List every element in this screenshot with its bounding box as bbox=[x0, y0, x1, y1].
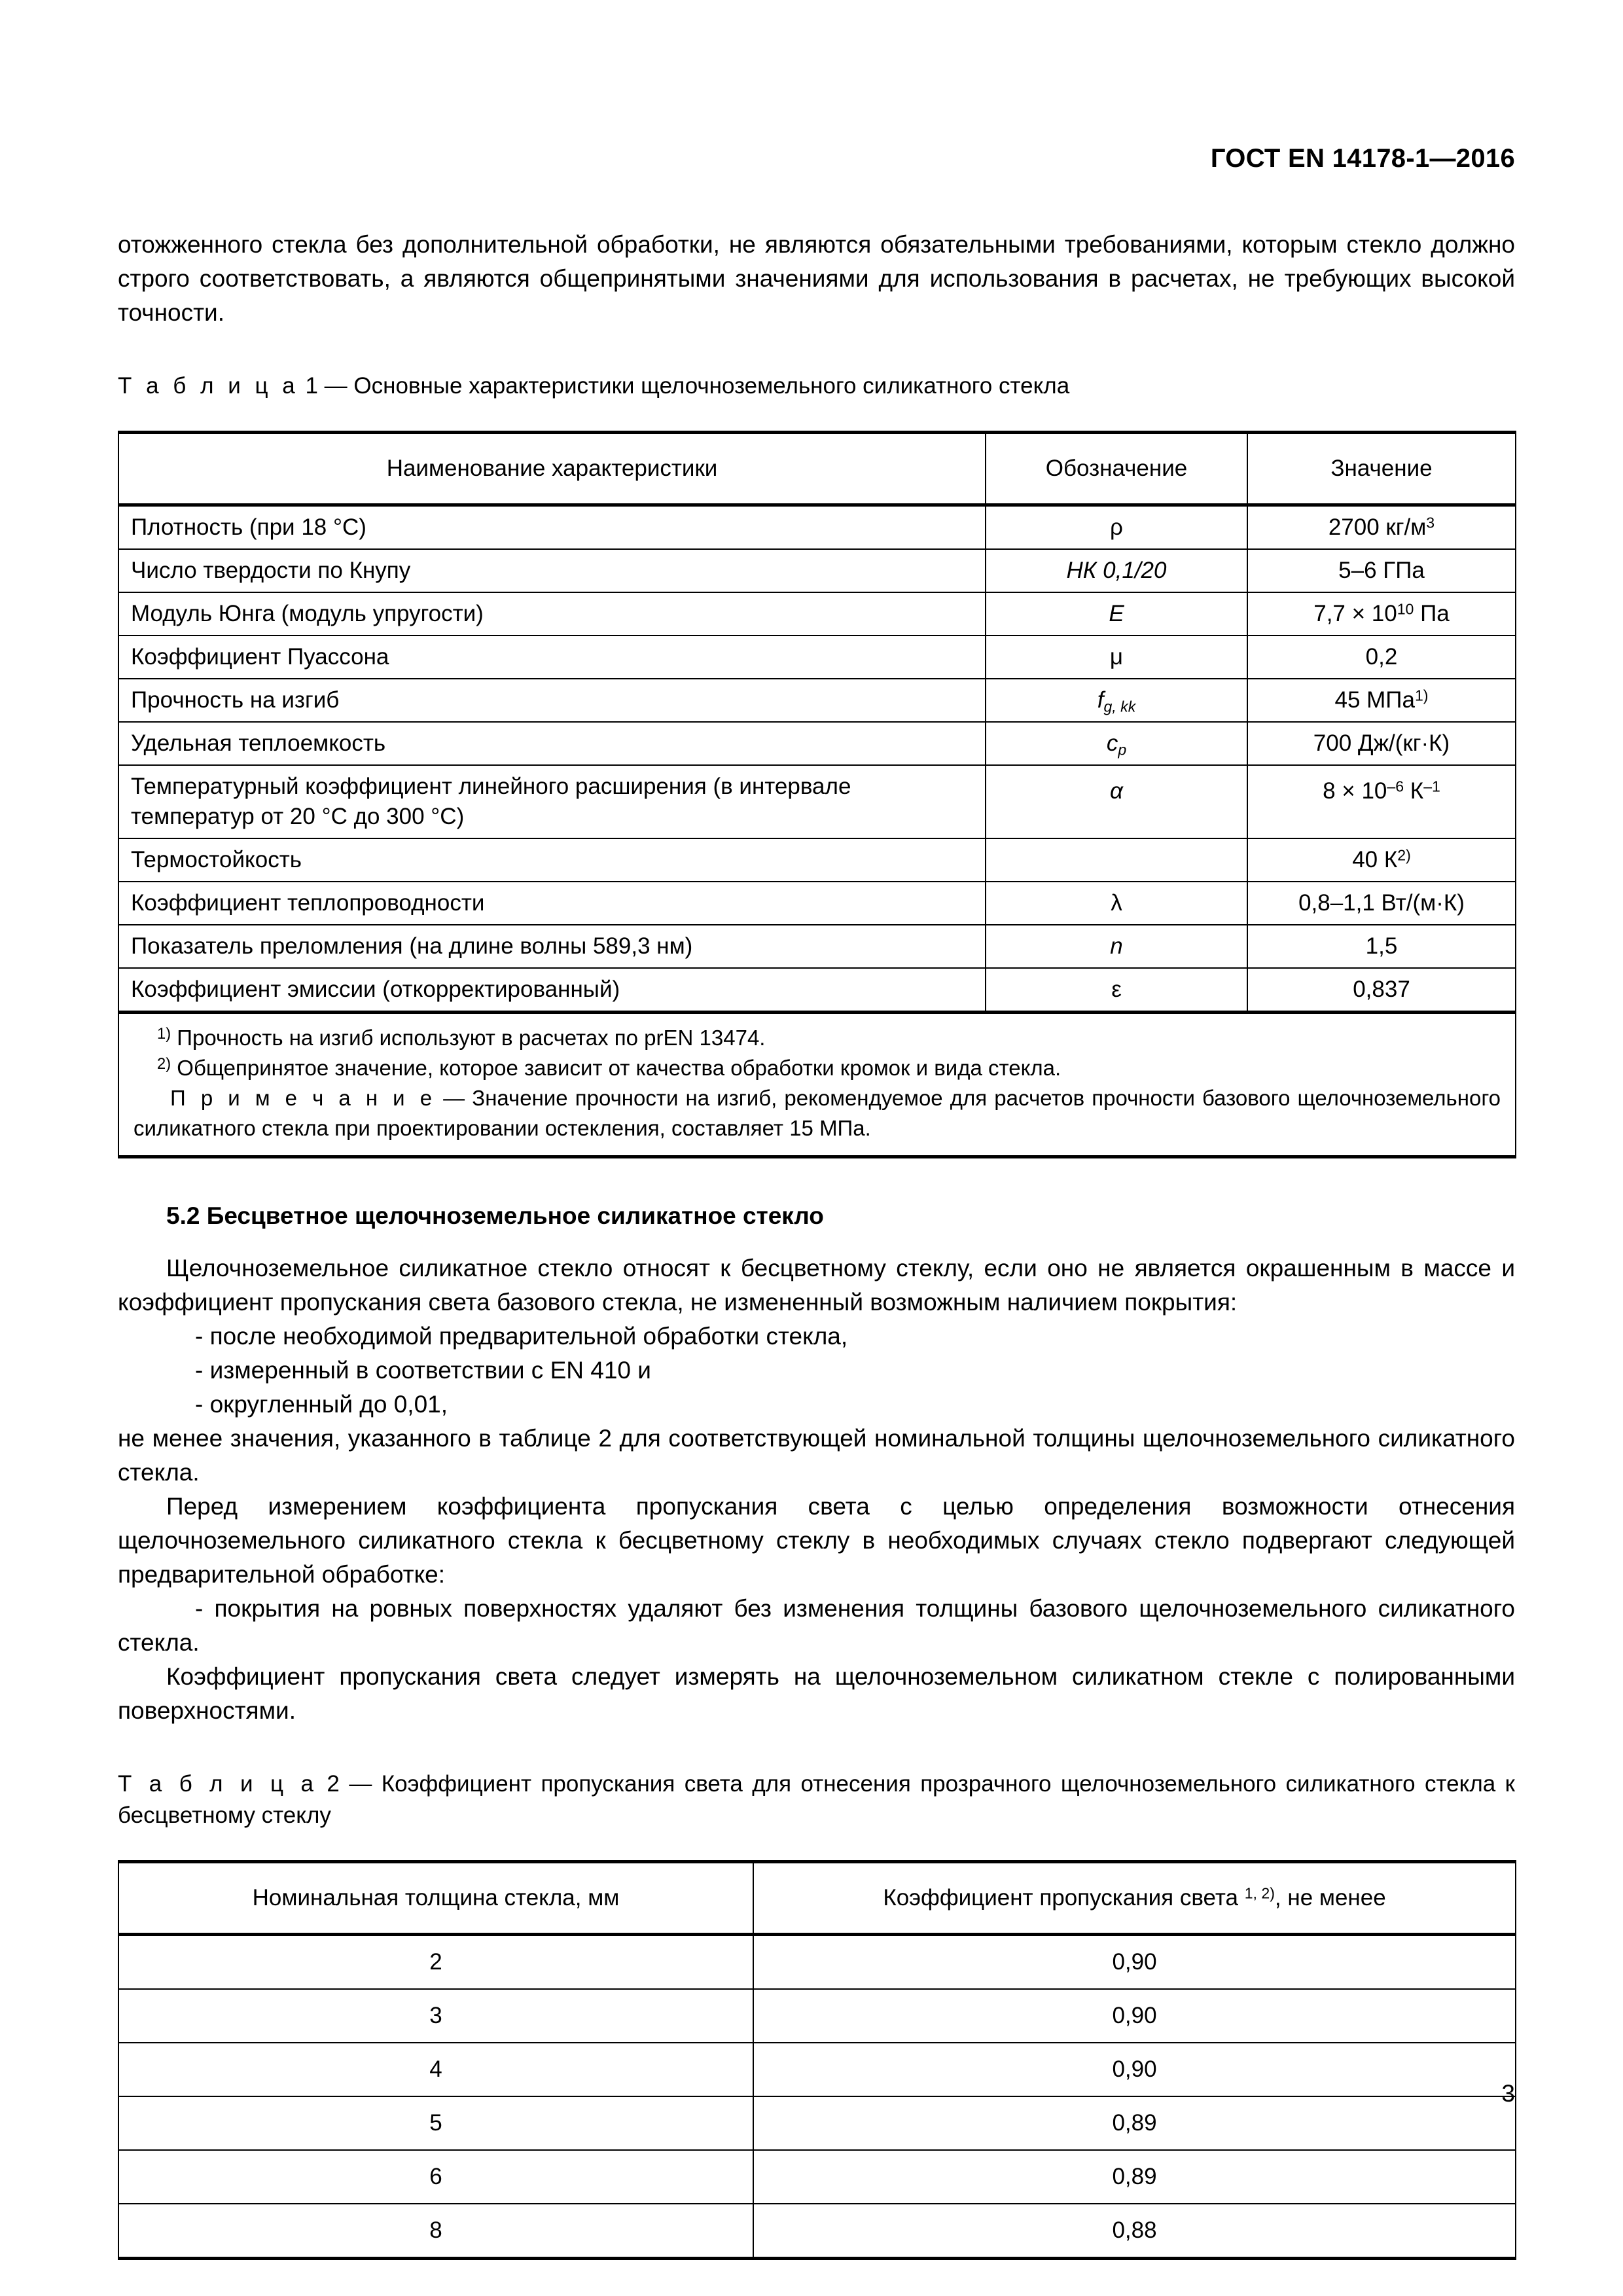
table1-row10-name: Коэффициент эмиссии (откорректированный) bbox=[118, 968, 986, 1013]
table1-row3-name: Коэффициент Пуассона bbox=[118, 636, 986, 679]
table2-row4-transmittance: 0,89 bbox=[753, 2150, 1516, 2204]
table-row bbox=[118, 1989, 1516, 2043]
table-row bbox=[118, 505, 1516, 550]
table1-footnote-1: $^{1)}$ Прочность на изгиб используют в расчетах по prEN 13474. bbox=[157, 1025, 766, 1050]
table2-row1-transmittance: 0,90 bbox=[753, 1989, 1516, 2043]
table-row bbox=[118, 636, 1516, 679]
table-row bbox=[118, 968, 1516, 1013]
table1-row7-value: 40 $К^{2)}$ bbox=[1247, 838, 1516, 882]
table-row bbox=[118, 765, 1516, 838]
page-content bbox=[118, 145, 1515, 2260]
table-row bbox=[118, 2096, 1516, 2150]
table2-row4-thickness: 6 bbox=[118, 2150, 753, 2204]
table1-row2-value: $7,7 \times 10^{10}$ Па bbox=[1247, 592, 1516, 636]
table2-col-header-transmittance: Коэффициент пропускания света $^{1, 2)}$, не менее bbox=[753, 1862, 1516, 1935]
table1-row5-value: 700 Дж/(кг·К) bbox=[1247, 722, 1516, 765]
table2-row0-thickness: 2 bbox=[118, 1935, 753, 1990]
table2-caption-text: — Коэффициент пропускания света для отнесения прозрачного щелочноземельного силикатного стекла к бесцветному стеклу bbox=[118, 1771, 1515, 1828]
table2-row2-transmittance: 0,90 bbox=[753, 2043, 1516, 2096]
section-title: Бесцветное щелочноземельное силикатное стекло bbox=[206, 1202, 824, 1229]
table1-note: П р и м е ч а н и е — Значение прочности на изгиб, рекомендуемое для расчетов прочности базового щелочноземельного силикатного стекла при проектировании остекления, составляет 15 МПа. bbox=[134, 1086, 1501, 1140]
table-1-footnotes-row bbox=[118, 1013, 1516, 1157]
bullet-item: - измеренный в соответствии с EN 410 и bbox=[195, 1357, 651, 1384]
table1-footnote-2: $^{2)}$ Общепринятое значение, которое зависит от качества обработки кромок и вида стекла. bbox=[157, 1055, 1061, 1080]
section-paragraph-2: не менее значения, указанного в таблице 2 для соответствующей номинальной толщины щелочноземельного силикатного стекла. bbox=[118, 1425, 1515, 1486]
table-row bbox=[118, 2043, 1516, 2096]
table-row bbox=[118, 2204, 1516, 2259]
table1-row2-symbol: E bbox=[986, 592, 1247, 636]
table1-caption-text: — Основные характеристики щелочноземельного силикатного стекла bbox=[324, 373, 1070, 399]
table1-col-header-symbol: Обозначение bbox=[986, 433, 1247, 505]
table2-caption bbox=[118, 1768, 1515, 1831]
table1-row4-name: Прочность на изгиб bbox=[118, 679, 986, 722]
table1-row9-name: Показатель преломления (на длине волны 589,3 нм) bbox=[118, 925, 986, 968]
table-row bbox=[118, 925, 1516, 968]
table-row bbox=[118, 882, 1516, 925]
table1-row2-name: Модуль Юнга (модуль упругости) bbox=[118, 592, 986, 636]
section-heading-5-2 bbox=[118, 1199, 1515, 1233]
table2-caption-number: 2 bbox=[327, 1771, 340, 1797]
table2-row1-thickness: 3 bbox=[118, 1989, 753, 2043]
table2-row0-transmittance: 0,90 bbox=[753, 1935, 1516, 1990]
table1-row9-symbol: n bbox=[986, 925, 1247, 968]
table1-row10-symbol: ε bbox=[986, 968, 1247, 1013]
page-number: 3 bbox=[1501, 2080, 1515, 2107]
table2-caption-label: Т а б л и ц а bbox=[118, 1771, 317, 1797]
table1-row3-symbol: μ bbox=[986, 636, 1247, 679]
table1-row6-name: Температурный коэффициент линейного расширения (в интервале температур от 20 °C до 300 °C) bbox=[118, 765, 986, 838]
section-paragraph-1: Щелочноземельное силикатное стекло относят к бесцветному стеклу, если оно не является окрашенным в массе и коэффициент пропускания света базового стекла, не измененный возможным наличием покрытия: bbox=[118, 1255, 1515, 1316]
table1-row8-name: Коэффициент теплопроводности bbox=[118, 882, 986, 925]
table1-col-header-name: Наименование характеристики bbox=[118, 433, 986, 505]
table1-row6-value: $8 \times 10^{-6}$ $К^{-1}$ bbox=[1247, 765, 1516, 838]
table1-row8-value: 0,8–1,1 Вт/(м·К) bbox=[1247, 882, 1516, 925]
table1-row0-symbol: ρ bbox=[986, 505, 1247, 550]
table-2-header-row bbox=[118, 1862, 1516, 1935]
bullet-item-coatings: - покрытия на ровных поверхностях удаляют без изменения толщины базового щелочноземельного силикатного стекла. bbox=[118, 1595, 1515, 1656]
table1-row8-symbol: λ bbox=[986, 882, 1247, 925]
table1-row5-name: Удельная теплоемкость bbox=[118, 722, 986, 765]
table1-row1-value: 5–6 ГПа bbox=[1247, 549, 1516, 592]
table1-row10-value: 0,837 bbox=[1247, 968, 1516, 1013]
table1-caption-label: Т а б л и ц а bbox=[118, 373, 299, 399]
table2-row5-transmittance: 0,88 bbox=[753, 2204, 1516, 2259]
bullet-item: - после необходимой предварительной обработки стекла, bbox=[195, 1323, 848, 1350]
table-2-light-transmittance bbox=[118, 1860, 1516, 2260]
table1-row6-symbol: α bbox=[986, 765, 1247, 838]
table1-row4-symbol: $f_{g, kk}$ bbox=[986, 679, 1247, 722]
table2-row3-thickness: 5 bbox=[118, 2096, 753, 2150]
section-paragraph-3: Перед измерением коэффициента пропускания света с целью определения возможности отнесения щелочноземельного силикатного стекла к бесцветному стеклу в необходимых случаях стекло подвергают следующей предварительной обработке: bbox=[118, 1493, 1515, 1588]
table1-row0-name: Плотность (при 18 °C) bbox=[118, 505, 986, 550]
table1-row5-symbol: $c_p$ bbox=[986, 722, 1247, 765]
table-row bbox=[118, 2150, 1516, 2204]
table1-footnotes bbox=[118, 1013, 1516, 1157]
table-row bbox=[118, 592, 1516, 636]
table-1-header-row bbox=[118, 433, 1516, 505]
table1-row7-symbol bbox=[986, 838, 1247, 882]
table1-row0-value: 2700 $кг/м^3$ bbox=[1247, 505, 1516, 550]
table2-row5-thickness: 8 bbox=[118, 2204, 753, 2259]
table-row bbox=[118, 1935, 1516, 1990]
bullet-item: - округленный до 0,01, bbox=[195, 1391, 448, 1418]
table1-row1-symbol: НК 0,1/20 bbox=[986, 549, 1247, 592]
table1-row3-value: 0,2 bbox=[1247, 636, 1516, 679]
table1-caption-number: 1 bbox=[305, 373, 318, 399]
table-row bbox=[118, 838, 1516, 882]
section-paragraph-4: Коэффициент пропускания света следует измерять на щелочноземельном силикатном стекле с полированными поверхностями. bbox=[118, 1663, 1515, 1724]
section-number: 5.2 bbox=[166, 1202, 200, 1229]
table2-col-header-thickness: Номинальная толщина стекла, мм bbox=[118, 1862, 753, 1935]
table-1-glass-properties bbox=[118, 431, 1516, 1158]
table1-row4-value: 45 МПа$^{1)}$ bbox=[1247, 679, 1516, 722]
running-header-standard-id: ГОСТ EN 14178-1—2016 bbox=[1210, 144, 1515, 173]
table-row bbox=[118, 722, 1516, 765]
table2-row3-transmittance: 0,89 bbox=[753, 2096, 1516, 2150]
table-row bbox=[118, 679, 1516, 722]
table1-caption bbox=[118, 370, 1515, 402]
table-row bbox=[118, 549, 1516, 592]
table1-row9-value: 1,5 bbox=[1247, 925, 1516, 968]
table1-col-header-value: Значение bbox=[1247, 433, 1516, 505]
table1-row1-name: Число твердости по Кнупу bbox=[118, 549, 986, 592]
intro-paragraph: отожженного стекла без дополнительной обработки, не являются обязательными требованиями, которым стекло должно строго соответствовать, а являются общепринятыми значениями для использования в расчетах, не требующих высокой точности. bbox=[118, 231, 1515, 326]
table1-row7-name: Термостойкость bbox=[118, 838, 986, 882]
table2-row2-thickness: 4 bbox=[118, 2043, 753, 2096]
